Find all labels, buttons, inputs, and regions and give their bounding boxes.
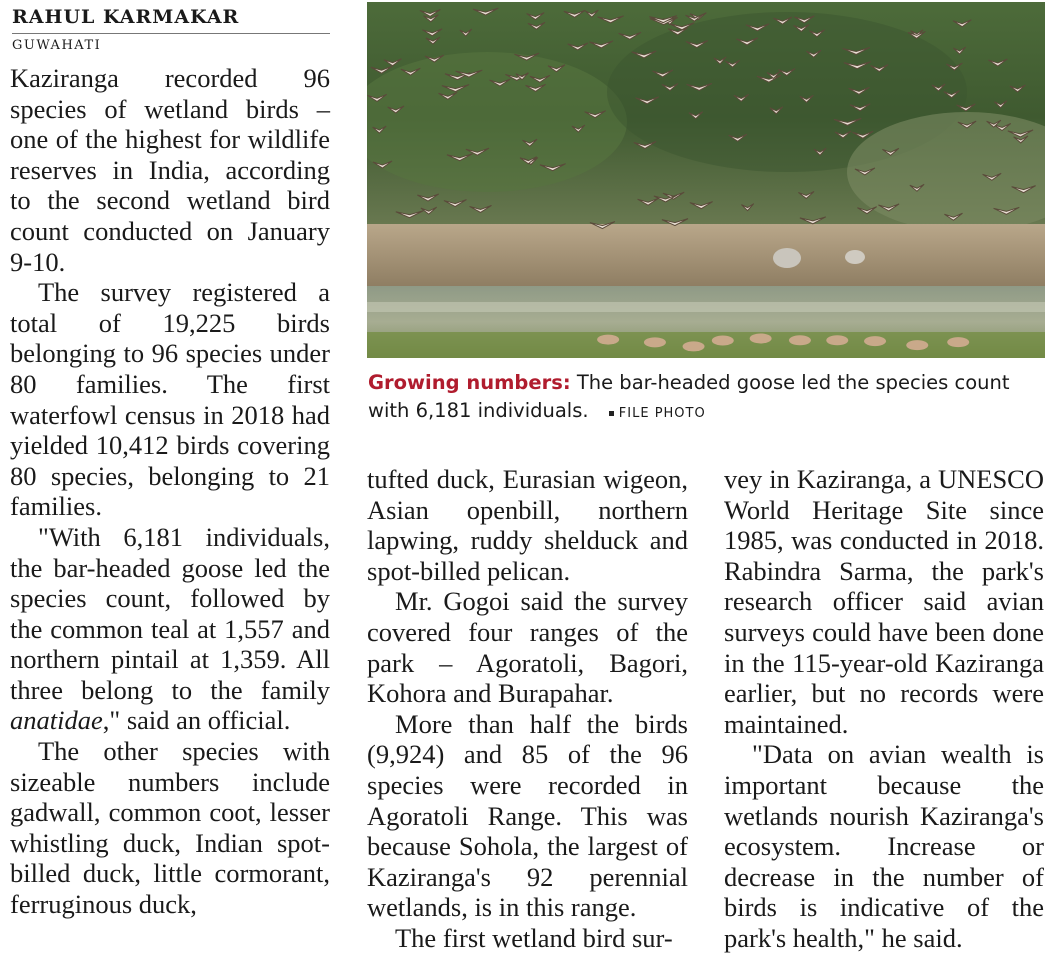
article-column-3	[724, 464, 1044, 954]
swimming-goose	[597, 335, 619, 345]
byline: RAHUL KARMAKAR	[12, 6, 240, 28]
caption-heading: Growing numbers:	[368, 371, 571, 394]
swimming-goose	[947, 337, 969, 347]
dateline: GUWAHATI	[12, 38, 102, 53]
paragraph: "Data on avian wealth is important because the wetlands nourish Kaziranga's ecosystem. Increase or decrease in the number of birds is indicative of the park's health," he said.	[724, 739, 1044, 953]
credit-bullet-icon	[609, 411, 614, 416]
quote-paragraph	[10, 522, 330, 736]
photo-caption	[368, 369, 1048, 428]
swimming-goose	[683, 341, 705, 351]
byline-rule	[12, 33, 330, 34]
article-column-2	[367, 464, 688, 954]
swimming-goose	[864, 336, 886, 346]
paragraph: Mr. Gogoi said the survey covered four ranges of the park – Agoratoli, Bagori, Kohora and Burapahar.	[367, 586, 688, 709]
quote-text-end: ," said an official.	[102, 705, 291, 736]
caption-text: The bar-headed goose led the species count with 6,181 individuals.	[368, 371, 1010, 422]
swimming-goose	[750, 333, 772, 343]
paragraph: The first wetland bird sur-	[395, 922, 673, 953]
article-column-1	[10, 63, 330, 920]
swimming-goose	[712, 336, 734, 346]
photo-credit-text: FILE PHOTO	[618, 406, 706, 421]
paragraph: tufted duck, Eurasian wigeon, Asian openbill, northern lapwing, ruddy shelduck and spot-billed pelican.	[367, 464, 688, 586]
swimming-goose	[644, 337, 666, 347]
paragraph: More than half the birds (9,924) and 85 of the 96 species were recorded in Agoratoli Range. This was because Sohola, the largest of Kaziranga's 92 perennial wetlands, is in this range.	[367, 708, 688, 923]
quote-text: "With 6,181 individuals, the bar-headed goose led the species count, followed by the common teal at 1,557 and northern pintail at 1,359. All three belong to the family	[10, 521, 330, 705]
swimming-goose	[826, 335, 848, 345]
photo-credit	[609, 406, 706, 421]
swimming-goose	[789, 335, 811, 345]
paragraph: vey in Kaziranga, a UNESCO World Heritage Site since 1985, was conducted in 2018. Rabindra Sarma, the park's research officer said avian surveys could have been done in the 115-year-old Kaziranga earlier, but no records were maintained.	[724, 464, 1044, 739]
paragraph: The survey registered a total of 19,225 birds belonging to 96 species under 80 families. The first waterfowl census in 2018 had yielded 10,412 birds covering 80 species, belonging to 21 families.	[10, 277, 330, 522]
paragraph: Kaziranga recorded 96 species of wetland birds – one of the highest for wildlife reserves in India, according to the second wetland bird count conducted on January 9-10.	[10, 63, 330, 277]
family-name-italic: anatidae	[10, 705, 103, 736]
wetland-birds-photo	[367, 2, 1045, 358]
swimming-goose	[906, 340, 928, 350]
paragraph: The other species with sizeable numbers include gadwall, common coot, lesser whistling duck, Indian spot-billed duck, little cormorant, ferruginous duck,	[10, 736, 330, 920]
